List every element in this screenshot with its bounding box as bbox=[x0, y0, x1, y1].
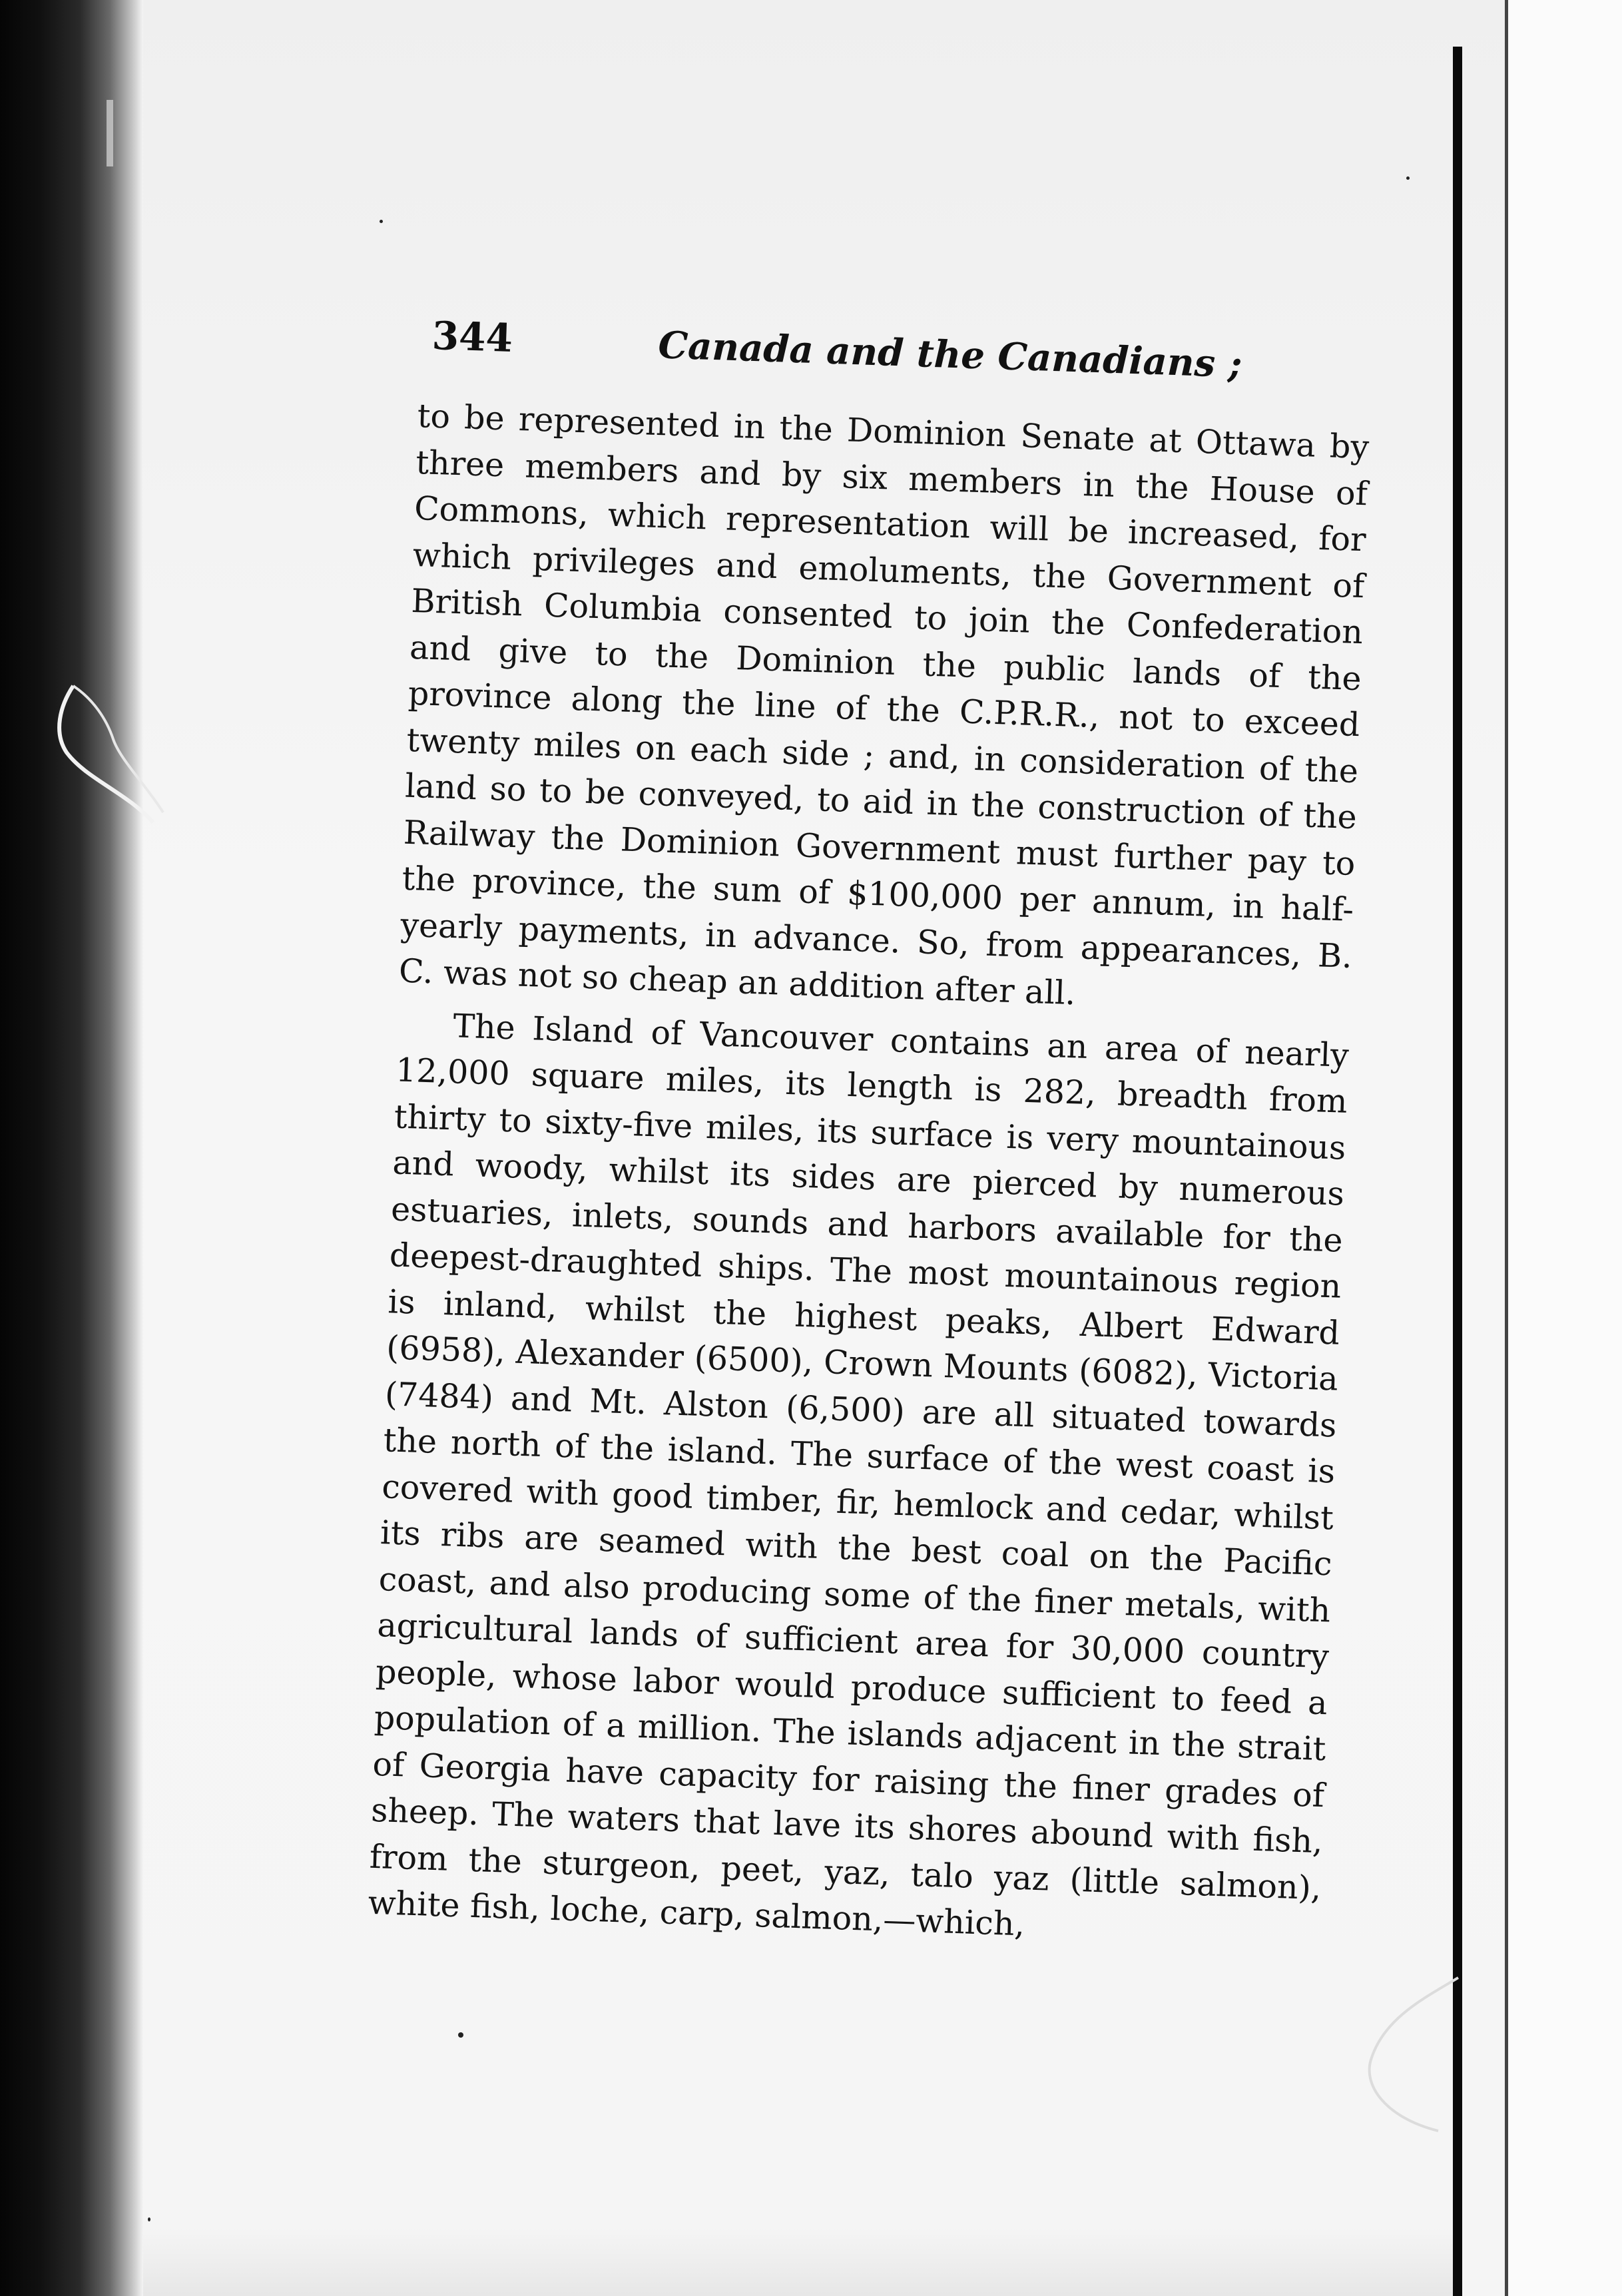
scan-speck bbox=[148, 2217, 150, 2221]
binding-gutter bbox=[0, 0, 143, 2296]
scan-speck bbox=[380, 220, 383, 223]
body-text bbox=[368, 393, 1370, 1958]
scan-speck bbox=[1406, 176, 1410, 180]
page-shadow bbox=[143, 2227, 1453, 2296]
paragraph: The Island of Vancouver contains an area of nearly 12,000 square miles, its length is 282, breadth from thirty to sixty-five miles, its surface is very mountainous and woody, whilst its sides are pierced by numerous estuaries, inlets, sounds and harbors available for the deepest-draughted ships. The most mountainous region is inland, whilst the highest peaks, Albert Edward (6958), Alexander (6500), Crown Mounts (6082), Victoria (7484) and Mt. Alston (6,500) are all situated towards the north of the island. The surface of the west coast is covered with good timber, fir, hemlock and cedar, whilst its ribs are seamed with the best coal on the Pacific coast, and also producing some of the finer metals, with agricultural lands of sufficient area for 30,000 country people, whose labor would produce sufficient to feed a population of a million. The islands adjacent in the strait of Georgia have capacity for raising the finer grades of sheep. The waters that lave its shores abound with fish, from the sturgeon, peet, yaz, talo yaz (little salmon), white fish, loche, carp, salmon,—which, bbox=[367, 1006, 1350, 1944]
page-number: 344 bbox=[431, 313, 514, 361]
scan-speck bbox=[458, 2032, 463, 2038]
running-title: Canada and the Canadians ; bbox=[657, 323, 1243, 387]
page-edge-line bbox=[1453, 47, 1462, 2296]
next-leaf-edge bbox=[1508, 0, 1622, 2296]
paragraph: to be represented in the Dominion Senate at Ottawa by three members and by six members in the House of Commons, which representation will be increased, for which privileges and emoluments, the Government of British Columbia consented to join the Confederation and give to the Dominion the public lands of the province along the line of the C.P.R.R., not to exceed twenty miles on each side ; and, in consideration of the land so to be conveyed, to aid in the construction of the Railway the Dominion Government must further pay to the province, the sum of $100,000 per annum, in half-yearly payments, in advance. So, from appearances, B. C. was not so cheap an addition after all. bbox=[398, 396, 1370, 1013]
gutter-streak bbox=[107, 100, 113, 166]
next-leaf-edge-line bbox=[1505, 0, 1508, 2296]
